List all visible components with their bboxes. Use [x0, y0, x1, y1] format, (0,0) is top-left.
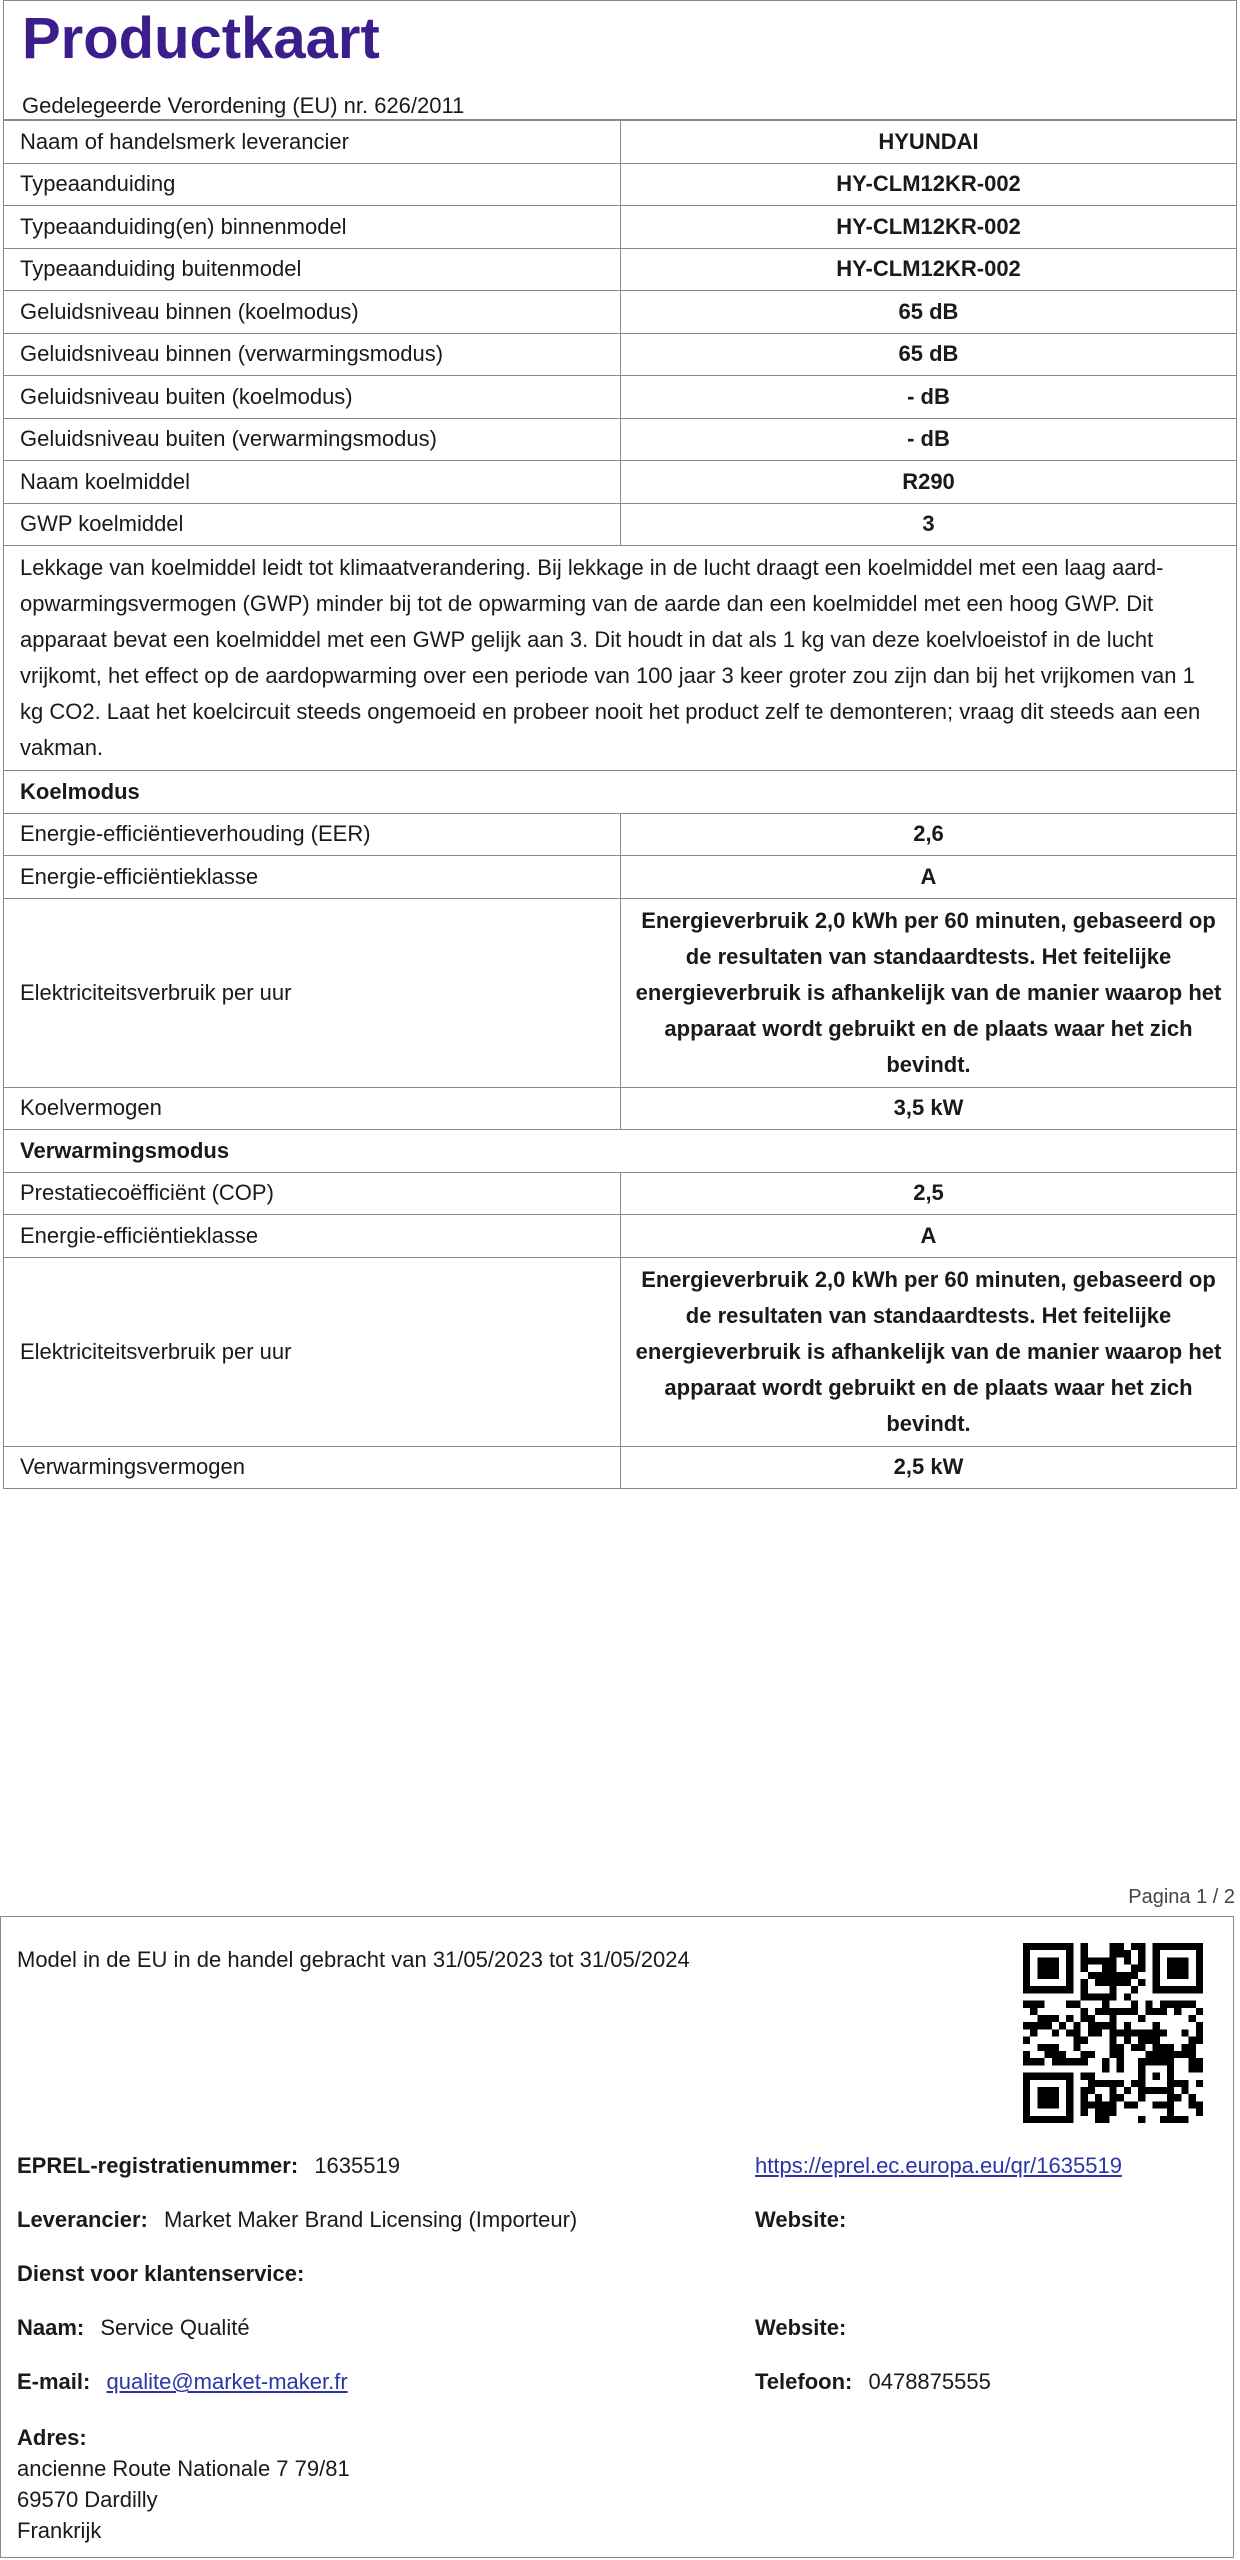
row-value: 2,5 — [621, 1172, 1237, 1215]
supplier-line — [17, 2207, 577, 2233]
table-row — [4, 898, 1237, 1087]
table-row — [4, 418, 1237, 461]
row-value: HY-CLM12KR-002 — [621, 206, 1237, 249]
eprel-line — [17, 2153, 400, 2179]
supplier-label: Leverancier: — [17, 2207, 148, 2232]
eprel-number: 1635519 — [314, 2153, 400, 2178]
phone-line — [755, 2369, 991, 2395]
table-row — [4, 461, 1237, 504]
row-label: Geluidsniveau buiten (koelmodus) — [4, 376, 621, 419]
row-value: HY-CLM12KR-002 — [621, 248, 1237, 291]
service-name: Service Qualité — [100, 2315, 250, 2340]
row-label: Koelvermogen — [4, 1087, 621, 1130]
row-value: - dB — [621, 376, 1237, 419]
table-row — [4, 1172, 1237, 1215]
table-row — [4, 1087, 1237, 1130]
customer-service-label: Dienst voor klantenservice: — [17, 2261, 305, 2286]
table-row — [4, 1446, 1237, 1489]
qr-code-icon[interactable] — [1023, 1943, 1203, 2123]
row-label: Elektriciteitsverbruik per uur — [4, 1257, 621, 1446]
table-row — [4, 163, 1237, 206]
row-label: Typeaanduiding — [4, 163, 621, 206]
row-label: Energie-efficiëntieklasse — [4, 1215, 621, 1258]
address-block — [17, 2422, 350, 2546]
service-name-label: Naam: — [17, 2315, 85, 2340]
section-heading-cooling: Koelmodus — [4, 771, 1237, 814]
table-row — [4, 1257, 1237, 1446]
eprel-label: EPREL-registratienummer: — [17, 2153, 299, 2178]
row-label: Energie-efficiëntieverhouding (EER) — [4, 813, 621, 856]
header-box — [3, 0, 1237, 120]
table-row — [4, 248, 1237, 291]
product-sheet — [3, 0, 1237, 1489]
table-row — [4, 1215, 1237, 1258]
phone-number: 0478875555 — [868, 2369, 991, 2394]
spec-table — [3, 120, 1237, 1489]
row-value: R290 — [621, 461, 1237, 504]
row-label: Verwarmingsvermogen — [4, 1446, 621, 1489]
table-row — [4, 856, 1237, 899]
table-row — [4, 291, 1237, 334]
row-label: Typeaanduiding buitenmodel — [4, 248, 621, 291]
row-value: 3,5 kW — [621, 1087, 1237, 1130]
eprel-link[interactable]: https://eprel.ec.europa.eu/qr/1635519 — [755, 2153, 1122, 2178]
row-label: Prestatiecoëfficiënt (COP) — [4, 1172, 621, 1215]
email-link[interactable]: qualite@market-maker.fr — [106, 2369, 348, 2394]
refrigerant-notice: Lekkage van koelmiddel leidt tot klimaatverandering. Bij lekkage in de lucht draagt een koelmiddel met een laag aard-opwarmingsvermogen (GWP) minder bij tot de opwarming van de aarde dan een koelmiddel met een hoog GWP. Dit apparaat bevat een koelmiddel met een GWP gelijk aan 3. Dit houdt in dat als 1 kg van deze koelvloeistof in de lucht vrijkomt, het effect op de aardopwarming over een periode van 100 jaar 3 keer groter zou zijn dan bij het vrijkomen van 1 kg CO2. Laat het koelcircuit steeds ongemoeid en probeer nooit het product zelf te demonteren; vraag dit steeds aan een vakman. — [4, 546, 1237, 771]
regulation-text: Gedelegeerde Verordening (EU) nr. 626/2011 — [4, 73, 1236, 120]
address-label: Adres: — [17, 2425, 87, 2450]
refrigerant-notice-row — [4, 546, 1237, 771]
row-label: Geluidsniveau buiten (verwarmingsmodus) — [4, 418, 621, 461]
address-line: ancienne Route Nationale 7 79/81 — [17, 2456, 350, 2481]
row-label: Typeaanduiding(en) binnenmodel — [4, 206, 621, 249]
row-value: - dB — [621, 418, 1237, 461]
table-row — [4, 121, 1237, 164]
row-value: A — [621, 1215, 1237, 1258]
service-name-line — [17, 2315, 250, 2341]
service-website-label: Website: — [755, 2315, 847, 2340]
footer-box — [0, 1916, 1234, 2558]
table-row — [4, 813, 1237, 856]
market-period-text: Model in de EU in de handel gebracht van 31/05/2023 tot 31/05/2024 — [17, 1947, 690, 1972]
row-value: 2,6 — [621, 813, 1237, 856]
section-row-cooling — [4, 771, 1237, 814]
address-line: 69570 Dardilly — [17, 2487, 158, 2512]
row-label: Elektriciteitsverbruik per uur — [4, 898, 621, 1087]
row-label: Geluidsniveau binnen (koelmodus) — [4, 291, 621, 334]
row-label: GWP koelmiddel — [4, 503, 621, 546]
row-value: 2,5 kW — [621, 1446, 1237, 1489]
row-value: HYUNDAI — [621, 121, 1237, 164]
table-row — [4, 333, 1237, 376]
supplier-website-label: Website: — [755, 2207, 847, 2232]
supplier-name: Market Maker Brand Licensing (Importeur) — [163, 2207, 578, 2232]
page-title: Productkaart — [22, 6, 380, 71]
table-row — [4, 503, 1237, 546]
row-value: Energieverbruik 2,0 kWh per 60 minuten, gebaseerd op de resultaten van standaardtests. Het feitelijke energieverbruik is afhankelijk van de manier waarop het apparaat wordt gebruikt en de plaats waar het zich bevindt. — [621, 898, 1237, 1087]
row-label: Geluidsniveau binnen (verwarmingsmodus) — [4, 333, 621, 376]
table-row — [4, 206, 1237, 249]
row-value: 65 dB — [621, 333, 1237, 376]
address-line: Frankrijk — [17, 2518, 102, 2543]
section-row-heating — [4, 1130, 1237, 1173]
table-row — [4, 376, 1237, 419]
row-value: A — [621, 856, 1237, 899]
phone-label: Telefoon: — [755, 2369, 853, 2394]
row-value: Energieverbruik 2,0 kWh per 60 minuten, gebaseerd op de resultaten van standaardtests. Het feitelijke energieverbruik is afhankelijk van de manier waarop het apparaat wordt gebruikt en de plaats waar het zich bevindt. — [621, 1257, 1237, 1446]
page-indicator: Pagina 1 / 2 — [1128, 1886, 1235, 1908]
row-value: HY-CLM12KR-002 — [621, 163, 1237, 206]
row-value: 65 dB — [621, 291, 1237, 334]
row-label: Naam koelmiddel — [4, 461, 621, 504]
row-value: 3 — [621, 503, 1237, 546]
section-heading-heating: Verwarmingsmodus — [4, 1130, 1237, 1173]
row-label: Naam of handelsmerk leverancier — [4, 121, 621, 164]
email-line — [17, 2369, 348, 2395]
row-label: Energie-efficiëntieklasse — [4, 856, 621, 899]
email-label: E-mail: — [17, 2369, 91, 2394]
